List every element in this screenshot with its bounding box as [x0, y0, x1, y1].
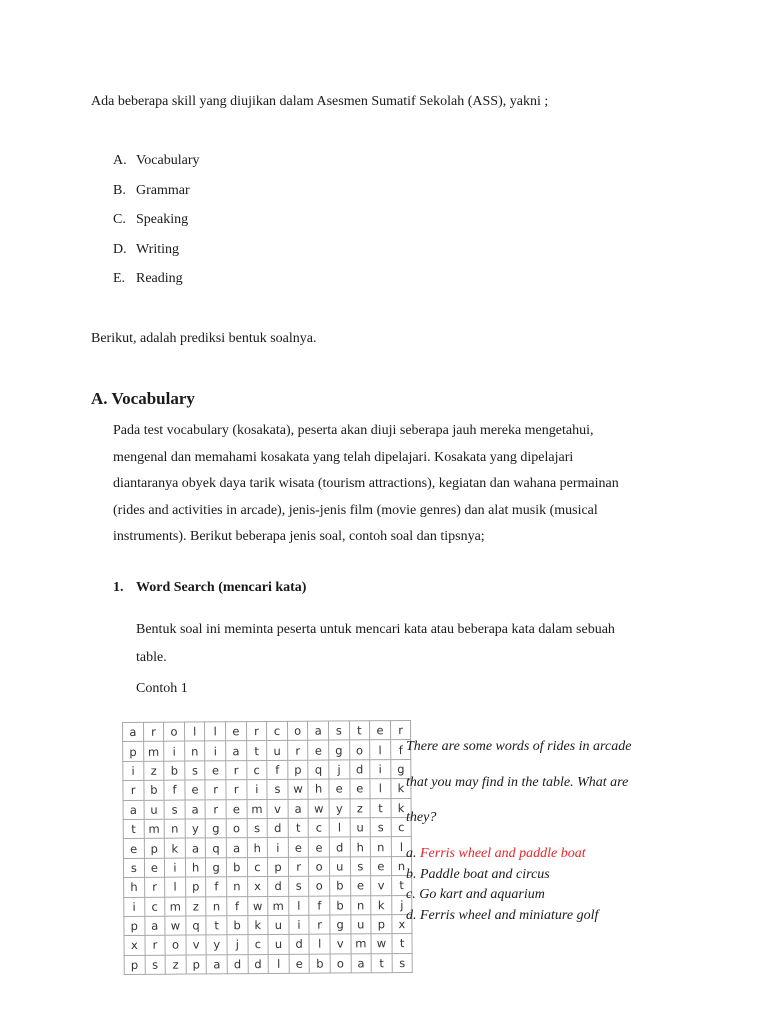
subsection-number: 1.: [113, 580, 124, 595]
grid-cell: s: [164, 800, 185, 820]
grid-cell: z: [186, 896, 207, 916]
grid-cell: v: [371, 876, 392, 896]
grid-cell: b: [144, 780, 165, 800]
grid-cell: p: [268, 857, 289, 877]
skill-list: [113, 151, 200, 299]
grid-cell: n: [227, 877, 248, 897]
grid-cell: o: [287, 721, 308, 741]
grid-cell: e: [329, 779, 350, 799]
option-text: Ferris wheel and miniature golf: [420, 908, 599, 924]
list-item: [113, 269, 200, 299]
list-letter: A.: [113, 153, 127, 168]
grid-cell: a: [351, 953, 372, 973]
grid-cell: p: [185, 877, 206, 897]
grid-cell: l: [329, 818, 350, 838]
grid-row: [123, 779, 411, 800]
subsection-title: Word Search (mencari kata): [136, 580, 307, 595]
answer-option-c: [406, 885, 598, 906]
grid-cell: g: [206, 858, 227, 878]
grid-cell: i: [123, 761, 144, 781]
grid-cell: n: [350, 895, 371, 915]
grid-cell: e: [226, 799, 247, 819]
grid-cell: n: [206, 896, 227, 916]
grid-cell: y: [206, 935, 227, 955]
grid-cell: g: [329, 740, 350, 760]
grid-cell: r: [205, 780, 226, 800]
grid-row: [124, 895, 412, 916]
grid-cell: e: [370, 721, 391, 741]
grid-cell: e: [205, 761, 226, 781]
grid-cell: e: [350, 876, 371, 896]
grid-cell: d: [267, 818, 288, 838]
option-text: Ferris wheel and paddle boat: [420, 846, 586, 861]
grid-cell: y: [329, 798, 350, 818]
grid-cell: z: [165, 955, 186, 975]
grid-row: [123, 798, 411, 819]
grid-cell: d: [349, 760, 370, 780]
grid-cell: i: [267, 838, 288, 858]
grid-cell: n: [164, 819, 185, 839]
grid-cell: u: [268, 915, 289, 935]
grid-cell: t: [391, 876, 412, 896]
grid-cell: b: [227, 916, 248, 936]
grid-cell: i: [370, 759, 391, 779]
grid-cell: i: [124, 897, 145, 917]
grid-cell: i: [165, 858, 186, 878]
grid-cell: l: [391, 837, 412, 857]
grid-row: [124, 953, 412, 974]
grid-cell: r: [143, 722, 164, 742]
grid-cell: o: [309, 857, 330, 877]
paragraph-line: instruments). Berikut beberapa jenis soal, contoh soal dan tipsnya;: [113, 529, 485, 545]
grid-cell: a: [207, 954, 228, 974]
subsection-heading: [113, 580, 306, 596]
grid-cell: l: [370, 740, 391, 760]
grid-cell: i: [164, 741, 185, 761]
grid-row: [123, 720, 411, 741]
grid-cell: d: [289, 934, 310, 954]
grid-cell: d: [248, 954, 269, 974]
grid-cell: c: [247, 857, 268, 877]
grid-cell: e: [371, 856, 392, 876]
grid-cell: r: [287, 741, 308, 761]
grid-cell: a: [185, 799, 206, 819]
subsection-paragraph: [136, 616, 676, 672]
grid-cell: k: [391, 779, 412, 799]
grid-cell: w: [165, 916, 186, 936]
grid-cell: h: [350, 837, 371, 857]
grid-cell: z: [143, 761, 164, 781]
grid-cell: g: [206, 819, 227, 839]
option-text: Go kart and aquarium: [419, 887, 545, 903]
grid-cell: l: [184, 722, 205, 742]
paragraph-line: mengenal dan memahami kosakata yang telah dipelajari. Kosakata yang dipelajari: [113, 449, 574, 465]
grid-cell: c: [246, 760, 267, 780]
paragraph-line: diantaranya obyek daya tarik wisata (tourism attractions), kegiatan dan wahana permainan: [113, 476, 619, 492]
option-letter: d.: [406, 908, 417, 924]
grid-cell: n: [370, 837, 391, 857]
section-heading: A. Vocabulary: [91, 389, 195, 408]
answer-option-a: [406, 844, 598, 865]
grid-cell: w: [308, 799, 329, 819]
list-label: Vocabulary: [136, 153, 200, 168]
grid-cell: r: [309, 915, 330, 935]
example-label: Contoh 1: [136, 681, 188, 696]
grid-cell: t: [288, 818, 309, 838]
grid-cell: i: [205, 741, 226, 761]
list-letter: C.: [113, 212, 126, 228]
grid-cell: b: [330, 876, 351, 896]
grid-cell: f: [227, 896, 248, 916]
grid-cell: w: [247, 896, 268, 916]
grid-cell: g: [330, 915, 351, 935]
question-line: There are some words of rides in arcade: [406, 739, 632, 754]
list-item: [113, 240, 200, 270]
grid-cell: t: [370, 798, 391, 818]
list-letter: B.: [113, 182, 126, 198]
grid-row: [124, 934, 412, 955]
grid-cell: s: [328, 721, 349, 741]
grid-cell: x: [247, 877, 268, 897]
grid-cell: s: [392, 953, 413, 973]
grid-row: [123, 759, 411, 780]
paragraph-line: Bentuk soal ini meminta peserta untuk mencari kata atau beberapa kata dalam sebuah: [136, 622, 615, 637]
grid-cell: q: [186, 916, 207, 936]
grid-row: [123, 837, 411, 858]
answer-option-d: [406, 906, 598, 927]
grid-cell: u: [267, 741, 288, 761]
list-item: [113, 210, 200, 240]
grid-cell: e: [225, 722, 246, 742]
option-letter: a.: [406, 846, 417, 861]
option-letter: c.: [406, 887, 416, 903]
grid-cell: t: [349, 721, 370, 741]
grid-cell: a: [226, 741, 247, 761]
grid-cell: h: [124, 877, 145, 897]
grid-cell: v: [330, 934, 351, 954]
grid-cell: m: [268, 896, 289, 916]
grid-cell: a: [123, 722, 144, 742]
grid-cell: r: [144, 877, 165, 897]
grid-cell: j: [329, 760, 350, 780]
grid-cell: s: [247, 818, 268, 838]
grid-cell: l: [288, 896, 309, 916]
grid-cell: e: [144, 858, 165, 878]
grid-cell: u: [329, 857, 350, 877]
grid-cell: k: [391, 798, 412, 818]
grid-cell: m: [247, 799, 268, 819]
grid-cell: x: [392, 914, 413, 934]
grid-row: [123, 740, 411, 761]
grid-cell: z: [350, 798, 371, 818]
prediction-text: Berikut, adalah prediksi bentuk soalnya.: [91, 331, 317, 346]
grid-cell: f: [267, 760, 288, 780]
grid-cell: s: [267, 780, 288, 800]
grid-cell: q: [308, 760, 329, 780]
grid-cell: j: [227, 935, 248, 955]
grid-row: [123, 856, 411, 877]
option-letter: b.: [406, 866, 417, 882]
grid-cell: d: [227, 954, 248, 974]
grid-cell: p: [124, 916, 145, 936]
grid-cell: k: [165, 838, 186, 858]
grid-cell: d: [329, 837, 350, 857]
grid-cell: c: [267, 721, 288, 741]
answer-options: [406, 844, 598, 927]
grid-cell: w: [288, 779, 309, 799]
list-label: Grammar: [136, 182, 190, 198]
list-label: Writing: [136, 241, 179, 257]
question-line: they?: [406, 810, 437, 826]
grid-cell: f: [390, 740, 411, 760]
grid-cell: s: [370, 818, 391, 838]
grid-cell: f: [164, 780, 185, 800]
grid-cell: e: [289, 954, 310, 974]
grid-cell: k: [371, 895, 392, 915]
grid-cell: t: [371, 953, 392, 973]
grid-cell: c: [391, 817, 412, 837]
grid-cell: r: [205, 799, 226, 819]
list-letter: D.: [113, 241, 127, 257]
grid-cell: s: [123, 858, 144, 878]
grid-cell: s: [350, 857, 371, 877]
grid-cell: a: [226, 838, 247, 858]
grid-cell: l: [309, 934, 330, 954]
grid-cell: n: [184, 741, 205, 761]
grid-cell: f: [309, 896, 330, 916]
grid-row: [124, 876, 412, 897]
list-item: [113, 181, 200, 211]
grid-cell: p: [144, 839, 165, 859]
grid-cell: f: [206, 877, 227, 897]
grid-cell: s: [185, 761, 206, 781]
list-label: Reading: [136, 271, 183, 287]
grid-cell: n: [391, 856, 412, 876]
grid-cell: y: [185, 819, 206, 839]
grid-cell: o: [165, 935, 186, 955]
list-label: Speaking: [136, 212, 189, 228]
intro-text: Ada beberapa skill yang diujikan dalam Asesmen Sumatif Sekolah (ASS), yakni ;: [91, 94, 549, 109]
grid-cell: l: [268, 954, 289, 974]
grid-cell: o: [164, 722, 185, 742]
grid-cell: r: [390, 720, 411, 740]
grid-cell: r: [145, 936, 166, 956]
question-line: that you may find in the table. What are: [406, 774, 629, 790]
grid-cell: u: [350, 915, 371, 935]
grid-cell: d: [268, 876, 289, 896]
grid-cell: r: [246, 721, 267, 741]
answer-option-b: [406, 865, 598, 886]
grid-cell: h: [308, 779, 329, 799]
grid-row: [123, 817, 411, 838]
grid-cell: o: [349, 740, 370, 760]
grid-cell: v: [267, 799, 288, 819]
grid-cell: i: [289, 915, 310, 935]
grid-cell: c: [248, 935, 269, 955]
grid-cell: h: [185, 858, 206, 878]
grid-cell: e: [309, 837, 330, 857]
grid-cell: a: [123, 800, 144, 820]
grid-cell: x: [124, 936, 145, 956]
grid-cell: r: [226, 780, 247, 800]
grid-cell: u: [350, 818, 371, 838]
grid-cell: s: [145, 955, 166, 975]
grid-cell: e: [185, 780, 206, 800]
grid-cell: p: [186, 955, 207, 975]
grid-cell: l: [370, 779, 391, 799]
grid-cell: c: [309, 818, 330, 838]
grid-cell: m: [351, 934, 372, 954]
paragraph-line: table.: [136, 650, 167, 665]
grid-cell: p: [371, 915, 392, 935]
grid-cell: a: [288, 799, 309, 819]
grid-cell: w: [371, 934, 392, 954]
grid-cell: l: [205, 722, 226, 742]
option-text: Paddle boat and circus: [420, 866, 550, 882]
grid-cell: k: [247, 915, 268, 935]
grid-cell: h: [247, 838, 268, 858]
grid-cell: a: [144, 916, 165, 936]
grid-cell: a: [185, 838, 206, 858]
list-item: [113, 151, 200, 181]
grid-cell: v: [186, 935, 207, 955]
grid-cell: p: [124, 955, 145, 975]
grid-cell: i: [246, 780, 267, 800]
grid-cell: e: [349, 779, 370, 799]
grid-cell: e: [288, 838, 309, 858]
grid-cell: p: [123, 742, 144, 762]
grid-cell: m: [144, 819, 165, 839]
grid-cell: g: [390, 759, 411, 779]
grid-cell: a: [308, 721, 329, 741]
grid-cell: b: [226, 857, 247, 877]
grid-cell: e: [308, 740, 329, 760]
paragraph-line: (rides and activities in arcade), jenis-jenis film (movie genres) dan alat musik (musical: [113, 502, 598, 518]
grid-cell: m: [143, 742, 164, 762]
grid-row: [124, 914, 412, 935]
grid-cell: t: [392, 934, 413, 954]
grid-cell: o: [309, 876, 330, 896]
list-letter: E.: [113, 271, 126, 287]
word-search-grid: [122, 720, 413, 975]
grid-cell: t: [206, 916, 227, 936]
grid-cell: t: [246, 741, 267, 761]
section-paragraph: [113, 418, 673, 551]
grid-cell: u: [268, 935, 289, 955]
grid-cell: p: [288, 760, 309, 780]
grid-cell: o: [226, 819, 247, 839]
question-text: [406, 736, 706, 843]
grid-cell: l: [165, 877, 186, 897]
grid-cell: t: [123, 819, 144, 839]
grid-cell: o: [330, 954, 351, 974]
grid-cell: b: [164, 761, 185, 781]
grid-cell: b: [309, 954, 330, 974]
grid-cell: r: [226, 760, 247, 780]
grid-cell: c: [144, 897, 165, 917]
grid-cell: j: [391, 895, 412, 915]
grid-cell: r: [123, 781, 144, 801]
grid-cell: m: [165, 897, 186, 917]
grid-cell: s: [288, 876, 309, 896]
grid-cell: u: [144, 800, 165, 820]
grid-cell: e: [123, 839, 144, 859]
paragraph-line: Pada test vocabulary (kosakata), peserta akan diuji seberapa jauh mereka mengetahui,: [113, 423, 594, 438]
grid-cell: r: [288, 857, 309, 877]
grid-cell: b: [330, 895, 351, 915]
grid-cell: q: [206, 838, 227, 858]
